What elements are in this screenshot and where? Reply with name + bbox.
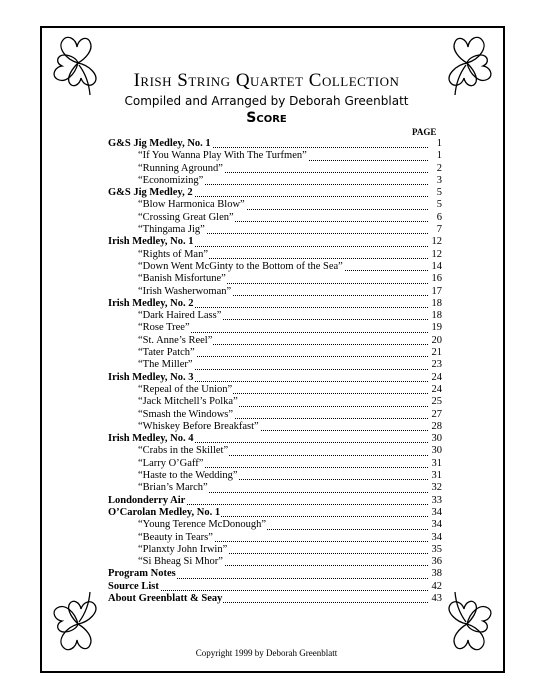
toc-page-number: 32 xyxy=(431,482,442,494)
toc-tune-entry xyxy=(108,310,442,322)
toc-tune-entry xyxy=(108,532,442,544)
toc-entry-title: Source List xyxy=(108,580,159,592)
toc-entry-title: “Crossing Great Glen” xyxy=(108,212,235,224)
toc-entry-title: “Repeal of the Union” xyxy=(108,384,233,396)
toc-page-number: 6 xyxy=(436,211,442,223)
toc-page-number: 16 xyxy=(431,273,442,285)
toc-entry-title: G&S Jig Medley, No. 1 xyxy=(108,138,211,149)
toc-entry-title: “Tater Patch” xyxy=(108,347,196,359)
toc-entry-title: “Smash the Windows” xyxy=(108,409,234,421)
toc-entry-title: “Crabs in the Skillet” xyxy=(108,445,229,457)
toc-tune-entry xyxy=(108,396,442,408)
toc-page-number: 30 xyxy=(431,433,442,445)
toc-entry-title: Program Notes xyxy=(108,568,176,580)
toc-section-entry xyxy=(108,138,442,150)
toc-entry-title: “Young Terence McDonough” xyxy=(108,519,267,531)
toc-section-entry xyxy=(108,593,442,605)
toc-tune-entry xyxy=(108,519,442,531)
toc-section-entry xyxy=(108,507,442,519)
toc-tune-entry xyxy=(108,224,442,236)
toc-page-number: 14 xyxy=(431,260,442,272)
toc-page-number: 42 xyxy=(431,580,442,592)
toc-page-number: 31 xyxy=(431,470,442,482)
toc-tune-entry xyxy=(108,212,442,224)
toc-entry-title: “Brian’s March” xyxy=(108,482,209,494)
toc-page-number: 12 xyxy=(431,248,442,260)
toc-entry-title: Irish Medley, No. 4 xyxy=(108,433,194,445)
toc-tune-entry xyxy=(108,458,442,470)
toc-entry-title: “Planxty John Irwin” xyxy=(108,544,228,556)
toc-tune-entry xyxy=(108,556,442,568)
toc-entry-title: Londonderry Air xyxy=(108,494,186,506)
toc-entry-title: “Dark Haired Lass” xyxy=(108,310,222,322)
toc-page-number: 25 xyxy=(431,396,442,408)
toc-tune-entry xyxy=(108,322,442,334)
toc-entry-title: “Beauty in Tears” xyxy=(108,532,214,544)
copyright-notice: Copyright 1999 by Deborah Greenblatt xyxy=(195,648,338,658)
toc-page-number: 1 xyxy=(436,138,442,149)
toc-page-number: 24 xyxy=(431,371,442,383)
toc-section-entry xyxy=(108,187,442,199)
toc-page-number: 23 xyxy=(431,359,442,371)
toc-entry-title: O’Carolan Medley, No. 1 xyxy=(108,506,221,518)
toc-page-number: 21 xyxy=(431,347,442,359)
toc-section-entry xyxy=(108,236,442,248)
toc-page-number: 5 xyxy=(436,187,442,199)
toc-entry-title: About Greenblatt & Seay xyxy=(108,592,223,604)
toc-tune-entry xyxy=(108,249,442,261)
toc-page-number: 24 xyxy=(431,383,442,395)
toc-page-number: 18 xyxy=(431,297,442,309)
toc-tune-entry xyxy=(108,175,442,187)
toc-entry-title: Irish Medley, No. 1 xyxy=(108,236,194,248)
toc-tune-entry xyxy=(108,544,442,556)
toc-section-entry xyxy=(108,433,442,445)
toc-page-number: 34 xyxy=(431,519,442,531)
toc-tune-entry xyxy=(108,409,442,421)
toc-page-number: 5 xyxy=(436,199,442,211)
toc-tune-entry xyxy=(108,286,442,298)
toc-page-number: 18 xyxy=(431,310,442,322)
toc-entry-title: “Banish Misfortune” xyxy=(108,273,227,285)
toc-tune-entry xyxy=(108,150,442,162)
toc-page-number: 28 xyxy=(431,420,442,432)
toc-entry-title: “Rights of Man” xyxy=(108,249,209,261)
toc-page-number: 34 xyxy=(431,531,442,543)
toc-page-number: 36 xyxy=(431,556,442,568)
toc-entry-title: “Si Bheag Si Mhor” xyxy=(108,556,224,568)
toc-entry-title: “Larry O’Gaff” xyxy=(108,458,204,470)
toc-entry-title: “Irish Washerwoman” xyxy=(108,286,232,298)
toc-page-number: 7 xyxy=(436,224,442,236)
toc-entry-title: Irish Medley, No. 2 xyxy=(108,297,194,309)
toc-entry-title: “Running Aground” xyxy=(108,163,224,175)
toc-page-number: 19 xyxy=(431,322,442,334)
toc-entry-title: G&S Jig Medley, 2 xyxy=(108,187,193,199)
toc-page-number: 38 xyxy=(431,568,442,580)
toc-entry-title: “Rose Tree” xyxy=(108,322,191,334)
toc-entry-title: “Jack Mitchell’s Polka” xyxy=(108,396,239,408)
toc-tune-entry xyxy=(108,359,442,371)
page-column-header: PAGE xyxy=(412,127,437,137)
toc-page-number: 30 xyxy=(431,445,442,457)
toc-tune-entry xyxy=(108,347,442,359)
toc-entry-title: Irish Medley, No. 3 xyxy=(108,371,194,383)
toc-section-entry xyxy=(108,495,442,507)
toc-page-number: 2 xyxy=(436,162,442,174)
toc-page-number: 1 xyxy=(436,150,442,162)
toc-entry-title: “Whiskey Before Breakfast” xyxy=(108,421,260,433)
toc-page-number: 20 xyxy=(431,334,442,346)
toc-entry-title: “Haste to the Wedding” xyxy=(108,470,239,482)
toc-entry-title: “If You Wanna Play With The Turfmen” xyxy=(108,150,308,162)
table-of-contents xyxy=(108,138,442,605)
toc-tune-entry xyxy=(108,199,442,211)
toc-page-number: 27 xyxy=(431,408,442,420)
toc-page-number: 31 xyxy=(431,457,442,469)
toc-page-number: 12 xyxy=(431,236,442,248)
toc-tune-entry xyxy=(108,470,442,482)
toc-page-number: 43 xyxy=(431,592,442,604)
page-subtitle: Compiled and Arranged by Deborah Greenblatt xyxy=(124,94,409,108)
toc-section-entry xyxy=(108,581,442,593)
toc-section-entry xyxy=(108,298,442,310)
page-title: Irish String Quartet Collection xyxy=(133,70,400,91)
toc-page-number: 35 xyxy=(431,543,442,555)
toc-page-number: 3 xyxy=(436,174,442,186)
toc-entry-title: “Thingama Jig” xyxy=(108,224,206,236)
toc-tune-entry xyxy=(108,482,442,494)
toc-page-number: 33 xyxy=(431,494,442,506)
toc-tune-entry xyxy=(108,421,442,433)
score-heading: Score xyxy=(246,110,287,126)
toc-page-number: 34 xyxy=(431,506,442,518)
toc-tune-entry xyxy=(108,261,442,273)
toc-entry-title: “Economizing” xyxy=(108,175,204,187)
toc-entry-title: “St. Anne’s Reel” xyxy=(108,335,213,347)
toc-entry-title: “Blow Harmonica Blow” xyxy=(108,199,246,211)
toc-entry-title: “The Miller” xyxy=(108,359,194,371)
toc-section-entry xyxy=(108,372,442,384)
toc-tune-entry xyxy=(108,273,442,285)
toc-page-number: 17 xyxy=(431,285,442,297)
toc-entry-title: “Down Went McGinty to the Bottom of the Sea” xyxy=(108,261,344,273)
toc-tune-entry xyxy=(108,445,442,457)
toc-section-entry xyxy=(108,568,442,580)
toc-tune-entry xyxy=(108,335,442,347)
toc-tune-entry xyxy=(108,384,442,396)
toc-tune-entry xyxy=(108,163,442,175)
